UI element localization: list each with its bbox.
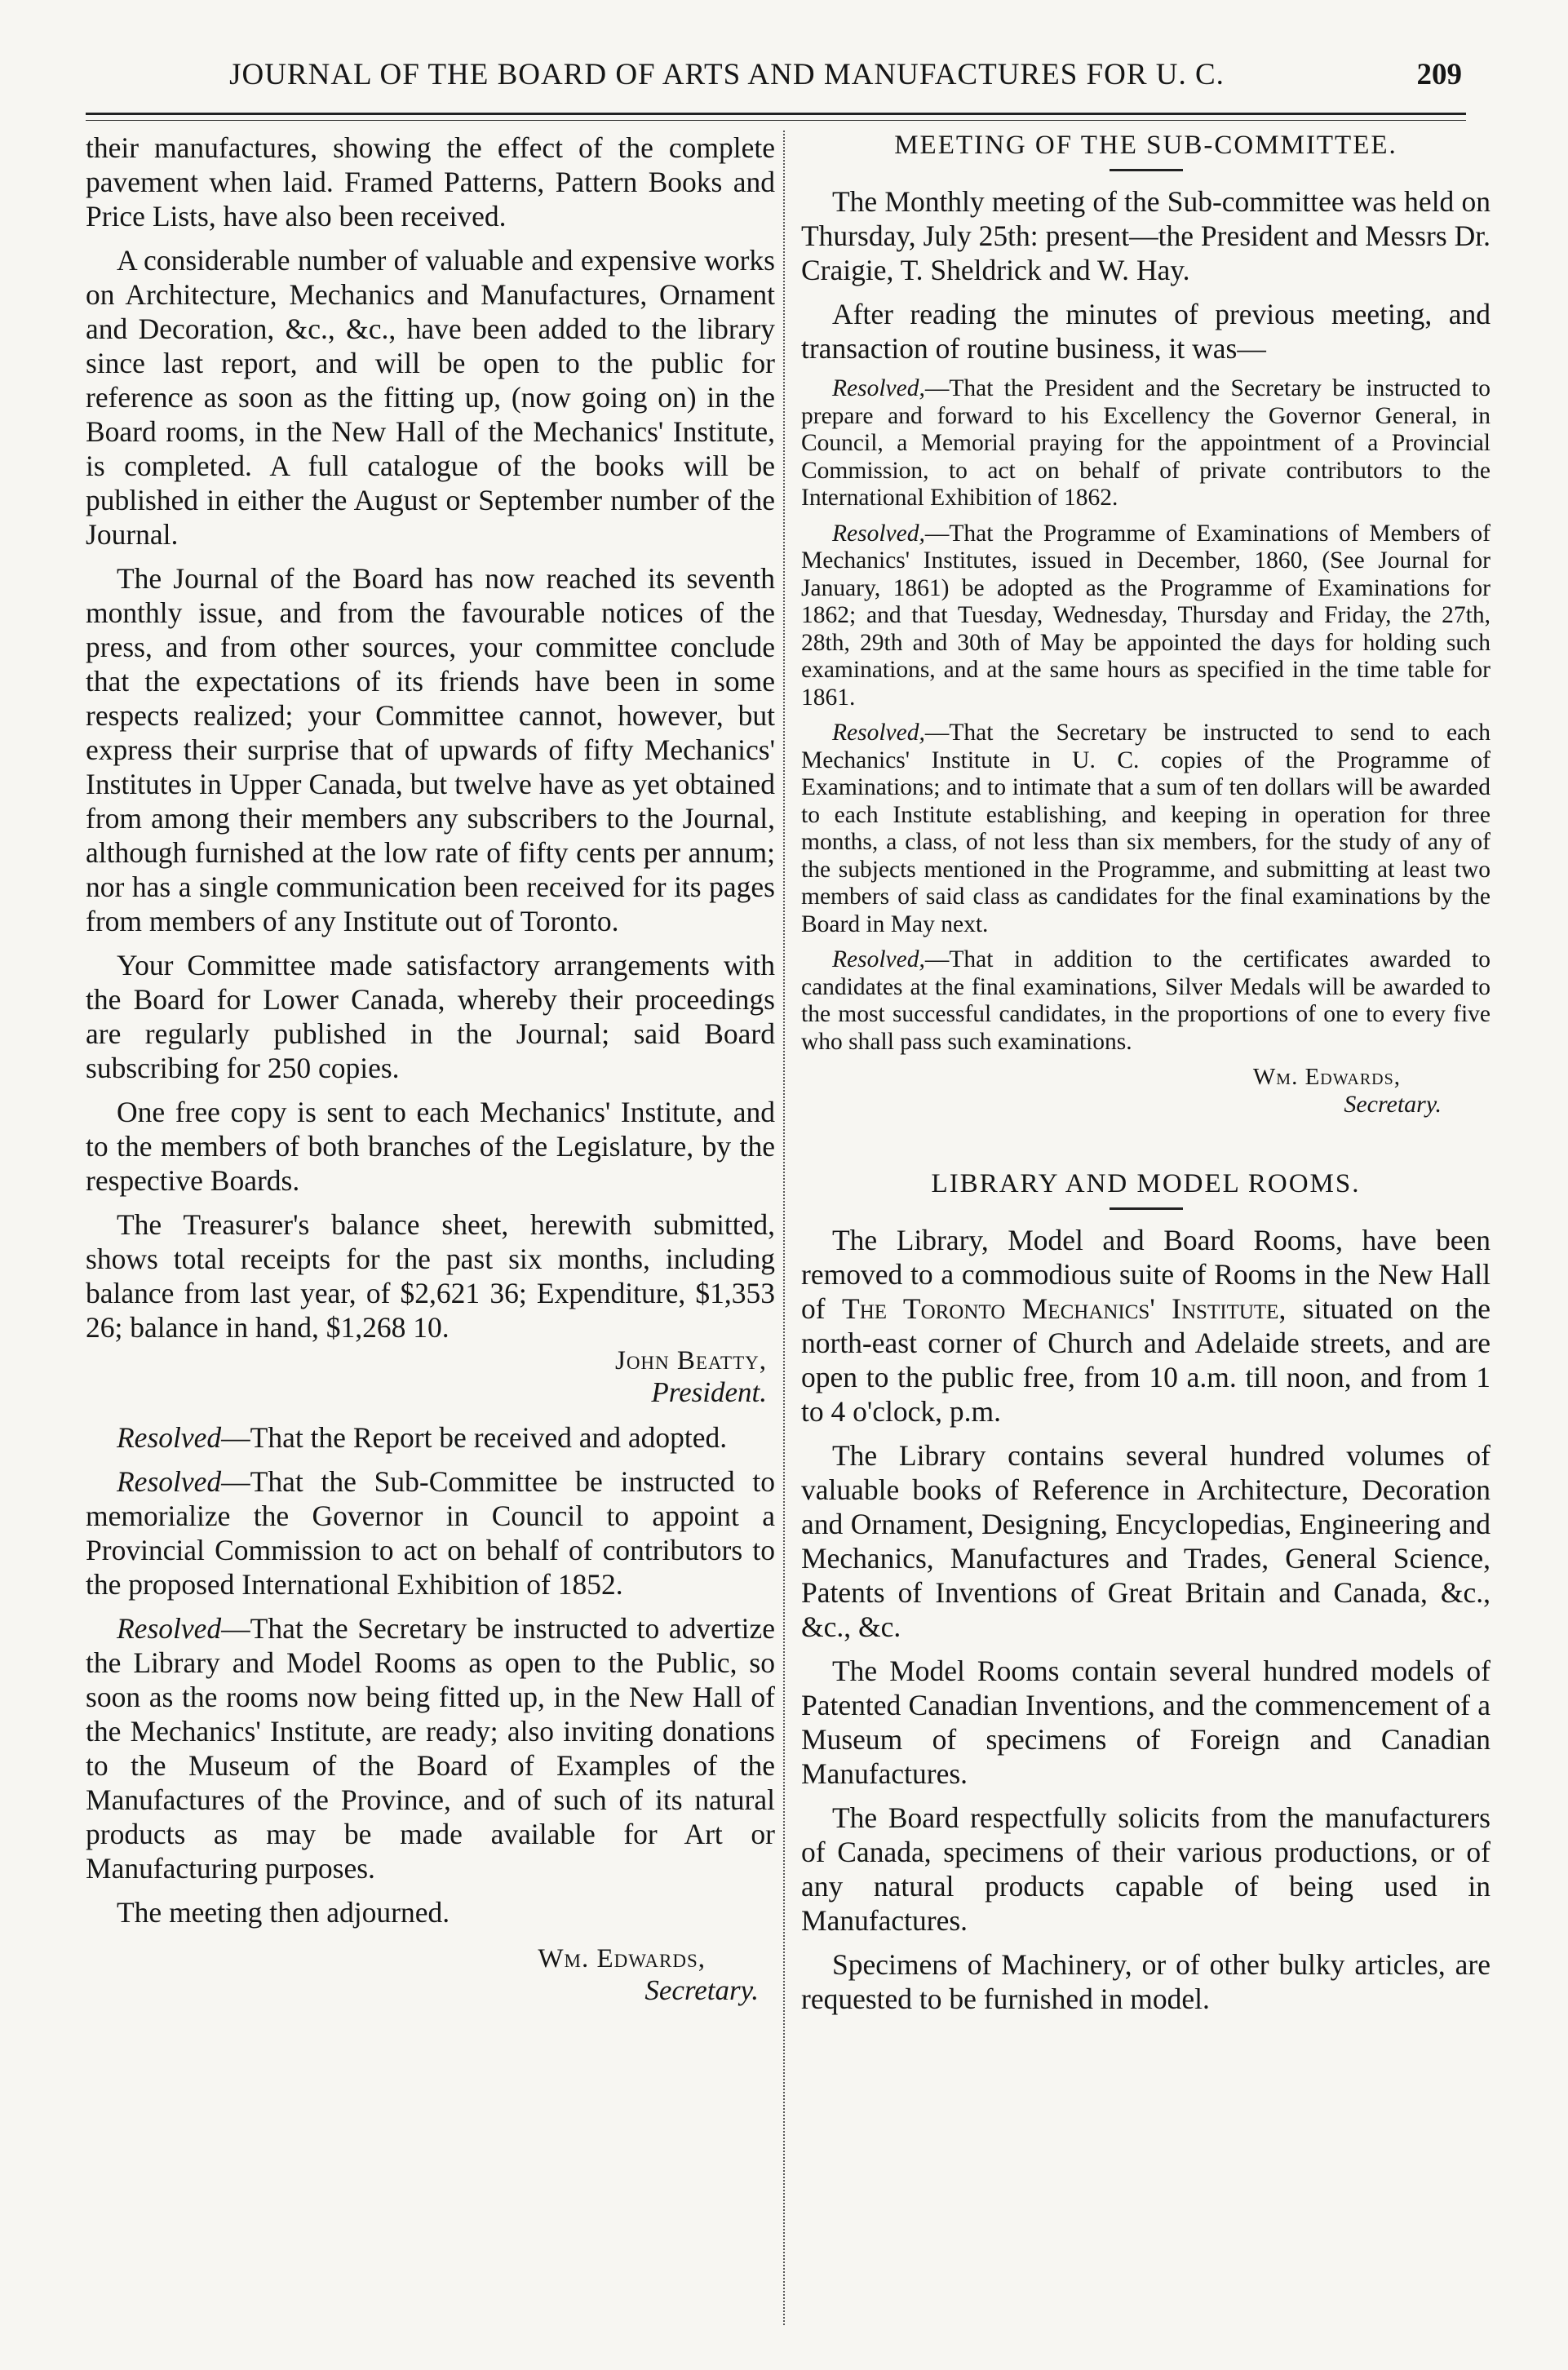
paragraph: The Library contains several hundred volumes of valuable books of Reference in Architecture, Decoration and Ornament, Designing, Encyclopedias, Engineering and Mechanics, Manufactures and Trades, General Science, Patents of Inventions of Great Britain and Canada, &c., &c., &c.	[801, 1439, 1490, 1643]
paragraph: Your Committee made satisfactory arrangements with the Board for Lower Canada, whereby their proceedings are regularly published in the Journal; said Board subscribing for 250 copies.	[86, 949, 775, 1084]
text-run: The Library, Model and Board Rooms, have been removed to a commodious suite of Rooms in the New Hall of	[801, 1224, 1490, 1325]
page-number: 209	[1416, 58, 1462, 91]
resolution	[801, 720, 1490, 938]
institute-name: The Toronto Mechanics' Institute	[842, 1292, 1279, 1325]
signature-title: Secretary.	[1344, 1091, 1442, 1118]
resolution-lead: Resolved,	[832, 520, 925, 547]
resolution	[801, 521, 1490, 712]
resolution	[86, 1464, 775, 1601]
paragraph: The Journal of the Board has now reached its seventh monthly issue, and from the favourable notices of the press, and from other sources, your committee conclude that the expectations of its friends have been in some respects realized; your Committee cannot, however, but express their surprise that of upwards of fifty Mechanics' Institutes in Upper Canada, but twelve have as yet obtained from among their members any subscribers to the Journal, although furnished at the low rate of fifty cents per annum; nor has a single communication been received for its pages from members of any Institute out of Toronto.	[86, 562, 775, 937]
section-heading: LIBRARY AND MODEL ROOMS.	[931, 1169, 1361, 1198]
section-heading: MEETING OF THE SUB-COMMITTEE.	[894, 131, 1397, 160]
resolution-text: —That the Sub-Committee be instructed to memorialize the Governor in Council to appoint a Provincial Commission to act on behalf of contributors to the proposed International Exhibition of 1852.	[86, 1465, 775, 1601]
resolution-text: —That the Secretary be instructed to send to each Mechanics' Institute in U. C. copies of the Programme of Examinations; and to intimate that a sum of ten dollars will be awarded to each Institute establishing, and keeping in operation for three months, a class, of not less than six members, for the study of any of the subjects mentioned in the Programme, and submitting at least two members of said class as candidates for the final examinations by the Board in May next.	[801, 720, 1490, 937]
heading-rule	[1110, 169, 1183, 171]
signature-name: Wm. Edwards,	[538, 1944, 706, 1974]
resolution-text: —That the Secretary be instructed to advertize the Library and Model Rooms as open to the Public, so soon as the rooms now being fitted up, in the New Hall of the Mechanics' Institute, are ready; also inviting donations to the Museum of the Board of Examples of the Manufactures of the Province, and of such of its natural products as may be made available for Art or Manufacturing purposes.	[86, 1612, 775, 1885]
resolution-lead: Resolved	[117, 1612, 222, 1645]
resolution	[801, 375, 1490, 512]
resolution	[801, 946, 1490, 1056]
paragraph: The Monthly meeting of the Sub-committee was held on Thursday, July 25th: present—the President and Messrs Dr. Craigie, T. Sheldrick and W. Hay.	[801, 185, 1490, 286]
paragraph: Specimens of Machinery, or of other bulky articles, are requested to be furnished in model.	[801, 1948, 1490, 2015]
resolution	[86, 1420, 775, 1455]
column-divider	[783, 131, 785, 2325]
signature-name: Wm. Edwards,	[1252, 1064, 1401, 1090]
right-column	[801, 131, 1490, 2026]
section-spacer	[801, 1130, 1490, 1169]
resolution-lead: Resolved	[117, 1421, 222, 1454]
resolution-text: —That in addition to the certificates awarded to candidates at the final examinations, Silver Medals will be awarded to the most successful candidates, in the proportions of one to every five who shall pass such examinations.	[801, 946, 1490, 1055]
resolution-lead: Resolved	[117, 1465, 222, 1498]
paragraph: their manufactures, showing the effect of the complete pavement when laid. Framed Patterns, Pattern Books and Price Lists, have also been received.	[86, 131, 775, 233]
resolution-lead: Resolved,	[832, 375, 925, 401]
paragraph	[801, 1223, 1490, 1429]
signature-title: Secretary.	[644, 1974, 759, 2006]
resolution	[86, 1611, 775, 1885]
paragraph: The Treasurer's balance sheet, herewith submitted, shows total receipts for the past six months, including balance from last year, of $2,621 36; Expenditure, $1,353 26; balance in hand, $1,268 10.	[86, 1208, 775, 1344]
paragraph: After reading the minutes of previous meeting, and transaction of routine business, it was—	[801, 298, 1490, 365]
paragraph: The meeting then adjourned.	[117, 1896, 450, 1929]
resolution-text: —That the Report be received and adopted.	[221, 1421, 728, 1454]
text-run: , situated on the north-east corner of Church and Adelaide streets, and are open to the public free, from 10 a.m. till noon, and from 1 to 4 o'clock, p.m.	[801, 1292, 1490, 1428]
resolution-lead: Resolved,	[832, 946, 925, 972]
journal-title: JOURNAL OF THE BOARD OF ARTS AND MANUFACTURES FOR U. C.	[229, 58, 1225, 91]
heading-rule	[1110, 1207, 1183, 1210]
resolution-text: —That the President and the Secretary be instructed to prepare and forward to his Excellency the Governor General, in Council, a Memorial praying for the appointment of a Provincial Commission, to act on behalf of private contributors to the International Exhibition of 1862.	[801, 375, 1490, 511]
header-rule	[86, 113, 1466, 121]
resolution-lead: Resolved,	[832, 720, 925, 746]
paragraph: A considerable number of valuable and expensive works on Architecture, Mechanics and Manufactures, Ornament and Decoration, &c., &c., have been added to the library since last report, and will be open to the public for reference as soon as the fitting up, (now going on) in the Board rooms, in the New Hall of the Mechanics' Institute, is completed. A full catalogue of the books will be published in either the August or September number of the Journal.	[86, 244, 775, 551]
left-column	[86, 131, 775, 2018]
paragraph: One free copy is sent to each Mechanics' Institute, and to the members of both branches of the Legislature, by the respective Boards.	[86, 1096, 775, 1197]
signature-name: John Beatty,	[614, 1346, 767, 1375]
paragraph: The Board respectfully solicits from the manufacturers of Canada, specimens of their various productions, or of any natural products capable of being used in Manufactures.	[801, 1801, 1490, 1937]
resolution-text: —That the Programme of Examinations of Members of Mechanics' Institutes, issued in December, 1860, (See Journal for January, 1861) be adopted as the Programme of Examinations for 1862; and that Tuesday, Wednesday, Thursday and Friday, the 27th, 28th, 29th and 30th of May be appointed the days for holding such examinations, and at the same hours as specified in the time table for 1861.	[801, 520, 1490, 711]
signature-title: President.	[651, 1376, 767, 1408]
paragraph: The Model Rooms contain several hundred models of Patented Canadian Inventions, and the commencement of a Museum of specimens of Foreign and Canadian Manufactures.	[801, 1655, 1490, 1790]
running-header	[90, 57, 1462, 103]
